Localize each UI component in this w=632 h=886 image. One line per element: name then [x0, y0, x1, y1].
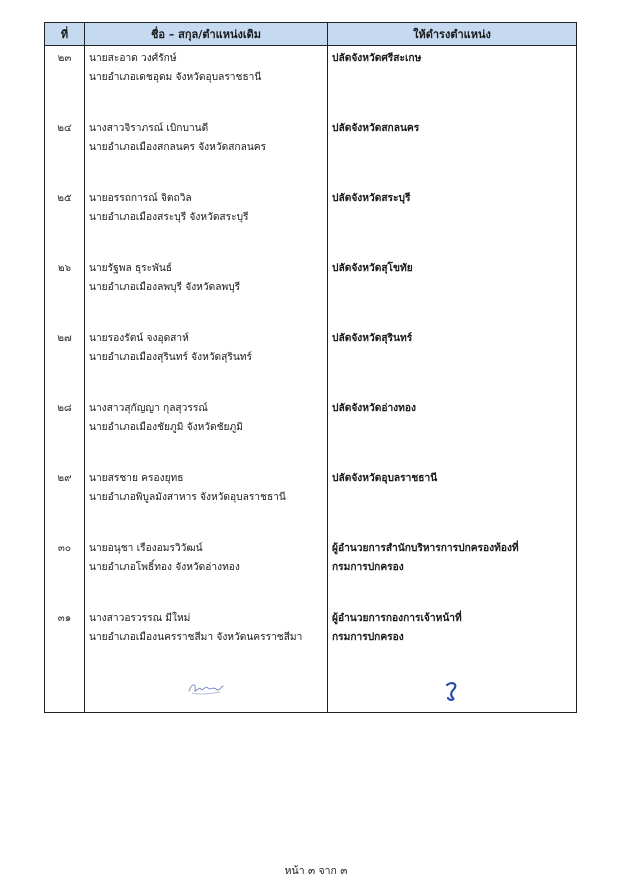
new-position-cell [328, 256, 577, 326]
person-name: นายอนุชา เรืองอมรวิวัฒน์ [89, 543, 203, 554]
new-position-line: ปลัดจังหวัดอุบลราชธานี [332, 473, 438, 484]
new-position-line: กรมการปกครอง [332, 632, 404, 643]
signature-row [45, 676, 577, 713]
person-name: นางสาวสุกัญญา กุลสุวรรณ์ [89, 403, 208, 414]
table-row [45, 536, 577, 606]
old-position: นายอำเภอเมืองลพบุรี จังหวัดลพบุรี [89, 282, 241, 293]
old-position: นายอำเภอเมืองชัยภูมิ จังหวัดชัยภูมิ [89, 422, 243, 433]
person-name: นายรองรัตน์ จงอุดสาห์ [89, 333, 189, 344]
signature-cell-right [328, 676, 577, 713]
name-old-position-cell [85, 606, 328, 676]
name-old-position-cell [85, 466, 328, 536]
row-number-cell [45, 606, 85, 676]
table-row [45, 256, 577, 326]
signature-cell-left [85, 676, 328, 713]
person-name: นางสาวอรวรรณ มีใหม่ [89, 613, 191, 624]
table-row [45, 46, 577, 117]
person-name: นางสาวจิราภรณ์ เบิกบานดี [89, 123, 209, 134]
new-position-cell [328, 466, 577, 536]
row-number-cell [45, 46, 85, 117]
name-old-position-cell [85, 46, 328, 117]
name-old-position-cell [85, 186, 328, 256]
initial-signature-icon [442, 680, 462, 702]
old-position: นายอำเภอเมืองสกลนคร จังหวัดสกลนคร [89, 142, 267, 153]
new-position-cell [328, 536, 577, 606]
row-number: ๓๐ [57, 543, 72, 554]
page-number-footer: หน้า ๓ จาก ๓ [284, 865, 348, 877]
row-number: ๒๓ [57, 53, 72, 64]
new-position-line: ผู้อำนวยการกองการเจ้าหน้าที่ [332, 613, 462, 624]
initials-signature-icon [186, 680, 226, 696]
row-number-cell [45, 536, 85, 606]
new-position-cell [328, 186, 577, 256]
new-position-cell [328, 326, 577, 396]
row-number-cell [45, 466, 85, 536]
row-number: ๒๗ [57, 333, 72, 344]
row-number-cell [45, 326, 85, 396]
row-number: ๒๔ [57, 123, 72, 134]
row-number: ๓๑ [57, 613, 72, 624]
new-position-line: กรมการปกครอง [332, 562, 404, 573]
new-position-line: ปลัดจังหวัดสุโขทัย [332, 263, 413, 274]
old-position: นายอำเภอเมืองสุรินทร์ จังหวัดสุรินทร์ [89, 352, 253, 363]
old-position: นายอำเภอโพธิ์ทอง จังหวัดอ่างทอง [89, 562, 240, 573]
name-old-position-cell [85, 396, 328, 466]
name-old-position-cell [85, 326, 328, 396]
old-position: นายอำเภอเมืองนครราชสีมา จังหวัดนครราชสีมา [89, 632, 303, 643]
new-position-line: ผู้อำนวยการสำนักบริหารการปกครองท้องที่ [332, 543, 519, 554]
new-position-cell [328, 116, 577, 186]
old-position: นายอำเภอพิบูลมังสาหาร จังหวัดอุบลราชธานี [89, 492, 286, 503]
table-header-row [45, 23, 577, 46]
new-position-line: ปลัดจังหวัดอ่างทอง [332, 403, 416, 414]
appointment-table [44, 22, 577, 713]
row-number-cell [45, 186, 85, 256]
row-number: ๒๙ [57, 473, 72, 484]
table-row [45, 606, 577, 676]
old-position: นายอำเภอเมืองสระบุรี จังหวัดสระบุรี [89, 212, 249, 223]
person-name: นายสะอาด วงศ์รักษ์ [89, 53, 177, 64]
header-new-position: ให้ดำรงตำแหน่ง [328, 23, 577, 46]
person-name: นายสรชาย ครองยุทธ [89, 473, 184, 484]
new-position-cell [328, 396, 577, 466]
new-position-line: ปลัดจังหวัดศรีสะเกษ [332, 53, 422, 64]
new-position-line: ปลัดจังหวัดสุรินทร์ [332, 333, 413, 344]
header-name-old-position: ชื่อ – สกุล/ตำแหน่งเดิม [85, 23, 328, 46]
row-number: ๒๖ [57, 263, 72, 274]
row-number-cell [45, 256, 85, 326]
signature-cell-empty [45, 676, 85, 713]
new-position-cell [328, 606, 577, 676]
row-number-cell [45, 396, 85, 466]
table-row [45, 186, 577, 256]
name-old-position-cell [85, 116, 328, 186]
new-position-cell [328, 46, 577, 117]
new-position-line: ปลัดจังหวัดสกลนคร [332, 123, 420, 134]
new-position-line: ปลัดจังหวัดสระบุรี [332, 193, 411, 204]
name-old-position-cell [85, 256, 328, 326]
person-name: นายอรรถการณ์ จิตถวิล [89, 193, 192, 204]
row-number: ๒๕ [57, 193, 72, 204]
table-row [45, 396, 577, 466]
header-number: ที่ [45, 23, 85, 46]
person-name: นายรัฐพล ธุระพันธ์ [89, 263, 173, 274]
table-row [45, 326, 577, 396]
row-number: ๒๘ [57, 403, 72, 414]
old-position: นายอำเภอเดชอุดม จังหวัดอุบลราชธานี [89, 72, 262, 83]
name-old-position-cell [85, 536, 328, 606]
table-row [45, 466, 577, 536]
row-number-cell [45, 116, 85, 186]
table-row [45, 116, 577, 186]
